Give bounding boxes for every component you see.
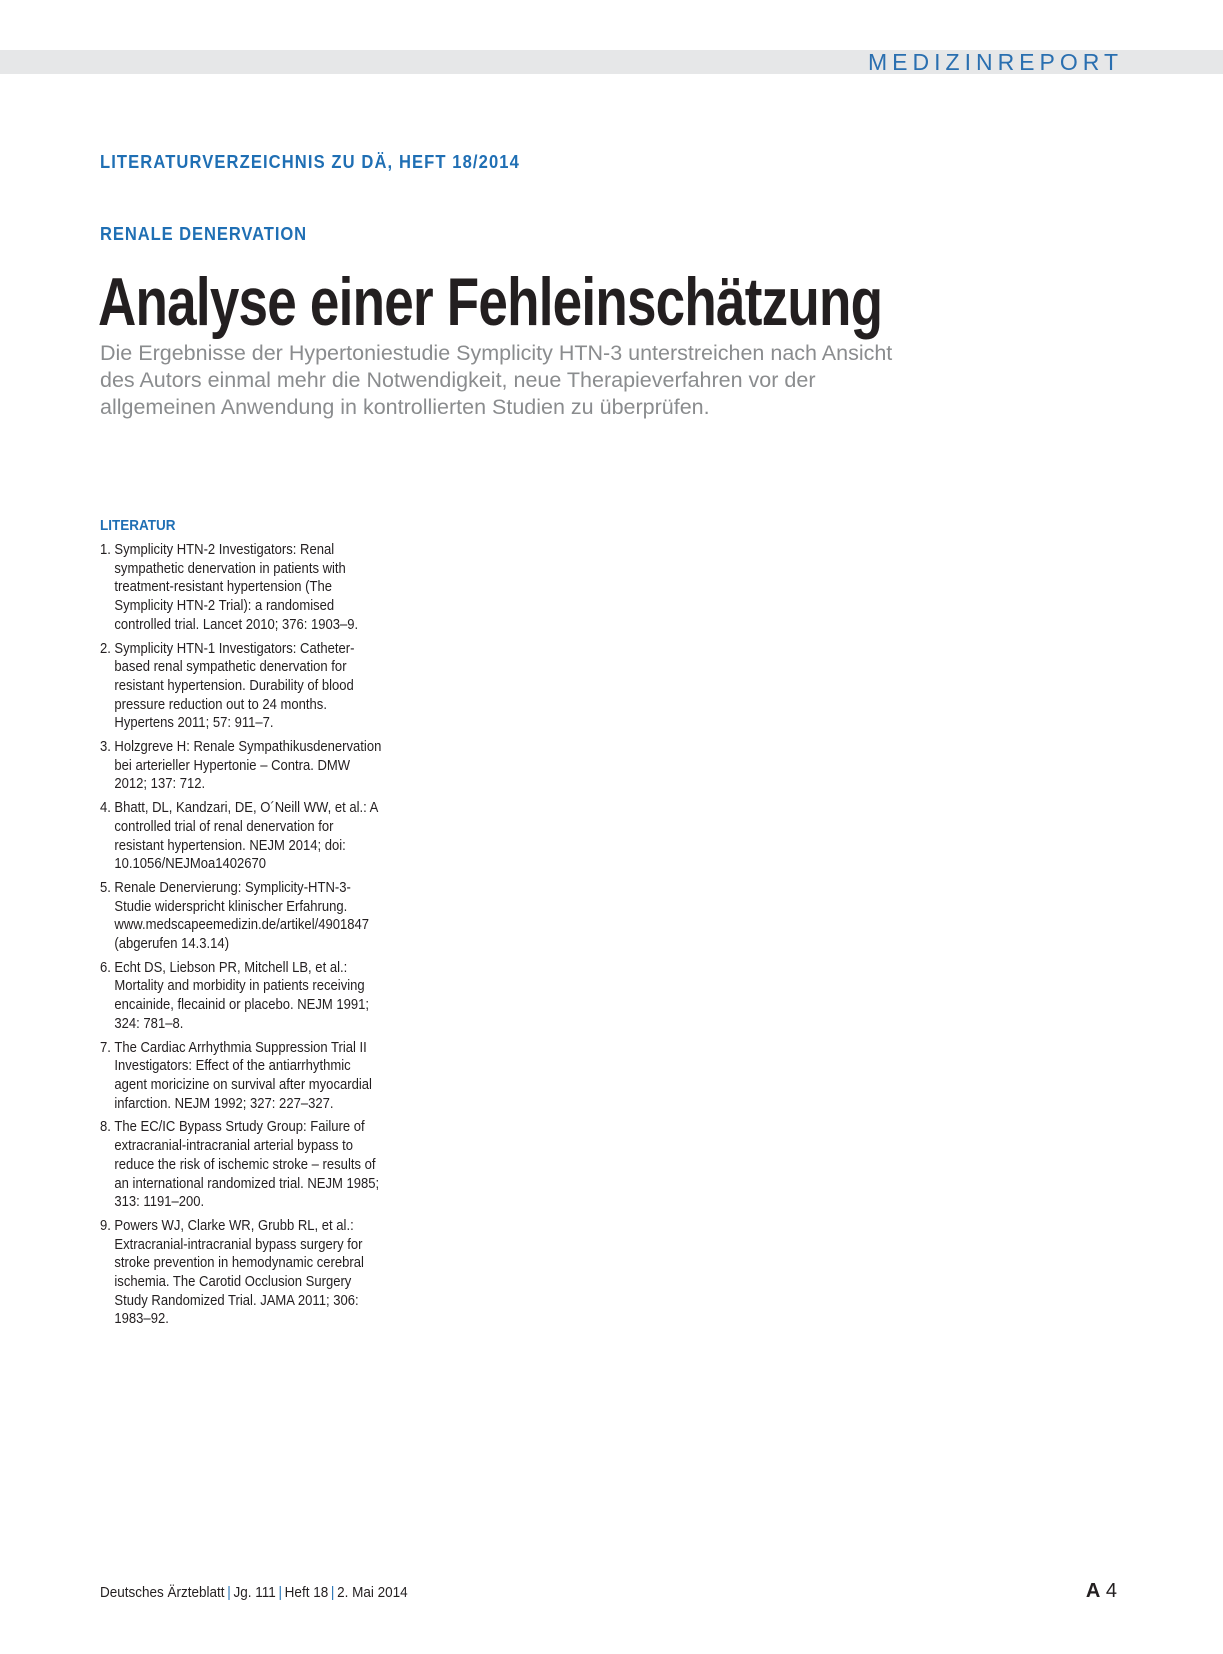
separator: | xyxy=(278,1584,282,1601)
reference-item xyxy=(100,640,384,734)
section-label: MEDIZINREPORT xyxy=(868,49,1123,75)
lead-paragraph: Die Ergebnisse der Hypertoniestudie Symplicity HTN-3 unterstreichen nach Ansicht des Autors einmal mehr die Notwendigkeit, neue Therapieverfahren vor der allgemeinen Anwendung in kontrollierten Studien zu überprüfen. xyxy=(100,341,893,419)
reference-number: 2. xyxy=(100,640,111,657)
reference-item xyxy=(100,1118,384,1212)
reference-number: 3. xyxy=(100,739,111,756)
reference-text: Renale Denervierung: Symplicity-HTN-3-Studie widerspricht klinischer Erfahrung. www.medscapeemedizin.de/artikel/4901847 (abgerufen 14.3.14) xyxy=(114,879,370,953)
reference-list xyxy=(100,541,390,1334)
reference-number: 7. xyxy=(100,1039,111,1056)
reference-number: 4. xyxy=(100,800,111,817)
reference-item xyxy=(100,1217,384,1329)
page-number-value: 4 xyxy=(1105,1580,1117,1602)
page-prefix: A xyxy=(1085,1580,1101,1602)
reference-text: Echt DS, Liebson PR, Mitchell LB, et al.: Mortality and morbidity in patients receiving encainide, flecainid or placebo. NEJM 1991; 324: 781–8. xyxy=(114,959,370,1032)
reference-number: 9. xyxy=(100,1217,111,1234)
kicker: RENALE DENERVATION xyxy=(100,224,308,244)
reference-text: Bhatt, DL, Kandzari, DE, O´Neill WW, et al.: A controlled trial of renal denervation for resistant hypertension. NEJM 2014; doi: 10.1056/NEJMoa1402670 xyxy=(114,800,378,873)
reference-number: 5. xyxy=(100,879,111,896)
reference-item xyxy=(100,879,384,954)
reference-number: 1. xyxy=(100,542,111,558)
reference-text: Holzgreve H: Renale Sympathikusdenervation bei arterieller Hypertonie – Contra. DMW 2012; 137: 712. xyxy=(114,739,382,793)
journal-name: Deutsches Ärzteblatt xyxy=(100,1584,225,1601)
reference-text: Symplicity HTN-1 Investigators: Catheter-based renal sympathetic denervation for resistant hypertension. Durability of blood pressure reduction out to 24 months. Hypertens 2011; 57: 911–7. xyxy=(114,640,355,732)
volume: Jg. 111 xyxy=(233,1584,276,1601)
reference-text: The EC/IC Bypass Srtudy Group: Failure of extracranial-intracranial arterial bypass to reduce the risk of ischemic stroke – results of an international randomized trial. NEJM 1985; 313: 1191–200. xyxy=(114,1119,380,1211)
reference-text: The Cardiac Arrhythmia Suppression Trial II Investigators: Effect of the antiarrhythmic agent moricizine on survival after myocardial infarction. NEJM 1992; 327: 227–327. xyxy=(114,1039,372,1112)
issue-date: 2. Mai 2014 xyxy=(337,1584,408,1601)
reference-number: 6. xyxy=(100,959,111,976)
reference-item xyxy=(100,799,384,874)
issue: Heft 18 xyxy=(284,1584,329,1601)
reference-item xyxy=(100,738,384,794)
reference-item xyxy=(100,959,384,1034)
reference-text: Powers WJ, Clarke WR, Grubb RL, et al.: Extracranial-intracranial bypass surgery for stroke prevention in hemodynamic cerebral ischemia. The Carotid Occlusion Surgery Study Randomized Trial. JAMA 2011; 306: 1983–92. xyxy=(114,1217,364,1328)
separator: | xyxy=(330,1584,335,1601)
reference-item xyxy=(100,1039,384,1114)
reference-text: Symplicity HTN-2 Investigators: Renal sympathetic denervation in patients with treatment-resistant hypertension (The Symplicity HTN-2 Trial): a randomised controlled trial. Lancet 2010; 376: 1903–9. xyxy=(114,542,359,633)
supertitle: LITERATURVERZEICHNIS ZU DÄ, HEFT 18/2014 xyxy=(100,152,520,172)
separator: | xyxy=(227,1584,231,1601)
literature-heading: LITERATUR xyxy=(100,517,176,534)
footer-citation xyxy=(100,1583,408,1603)
page-number xyxy=(1086,1579,1117,1603)
reference-item xyxy=(100,541,384,635)
reference-number: 8. xyxy=(100,1119,111,1136)
headline: Analyse einer Fehleinschätzung xyxy=(98,264,883,340)
